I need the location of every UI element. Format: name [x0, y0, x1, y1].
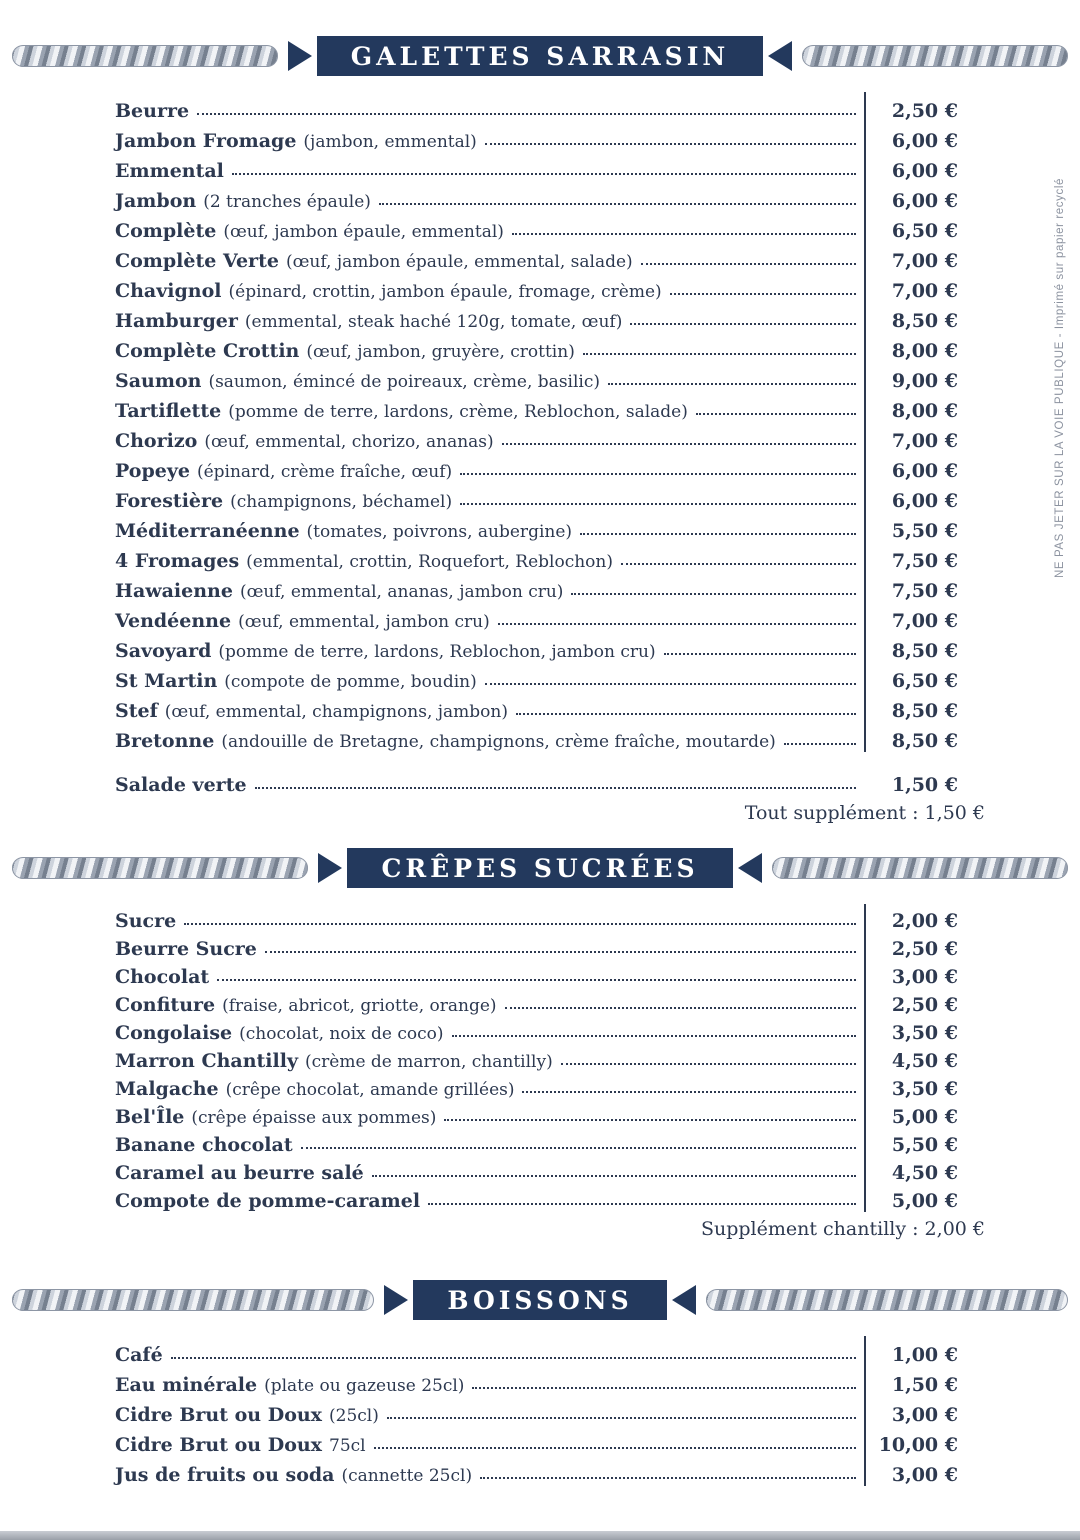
dotted-leader [255, 787, 856, 789]
dotted-leader [522, 1091, 856, 1093]
item-price: 3,00 € [891, 1404, 958, 1426]
item-name: Marron Chantilly [115, 1050, 298, 1072]
item-price: 4,50 € [891, 1162, 958, 1184]
item-price: 3,50 € [891, 1078, 958, 1100]
price-cell [864, 632, 958, 662]
item-price: 1,50 € [891, 774, 958, 796]
section-footnote: Tout supplément : 1,50 € [744, 802, 985, 824]
item-name: Méditerranéenne [115, 520, 300, 542]
item-name: Vendéenne [115, 610, 232, 632]
item-price: 8,00 € [891, 340, 958, 362]
price-cell [864, 602, 958, 632]
menu-item-row [115, 212, 958, 242]
dotted-leader [505, 1007, 856, 1009]
item-desc: (2 tranches épaule) [203, 192, 371, 212]
menu-item-row [115, 1396, 958, 1426]
item-price: 5,00 € [891, 1106, 958, 1128]
rope-right-decoration [706, 1289, 1068, 1311]
item-price: 8,50 € [891, 640, 958, 662]
menu-item-row [115, 662, 958, 692]
item-name: Jambon Fromage [115, 130, 297, 152]
item-desc: (œuf, emmental, jambon cru) [238, 612, 490, 632]
dotted-leader [184, 923, 856, 925]
item-desc: (pomme de terre, lardons, Reblochon, jambon cru) [218, 642, 656, 662]
item-price: 8,50 € [891, 700, 958, 722]
menu-item-row [115, 302, 958, 332]
dotted-leader [784, 743, 856, 745]
rope-left-decoration [12, 45, 278, 67]
item-name: Tartiflette [115, 400, 222, 422]
section-title: GALETTES SARRASIN [350, 41, 730, 71]
price-cell [864, 362, 958, 392]
menu-item-row [115, 482, 958, 512]
price-cell [864, 422, 958, 452]
price-cell [864, 152, 958, 182]
item-name: Cidre Brut ou Doux [115, 1404, 323, 1426]
price-cell [864, 302, 958, 332]
item-name: Cidre Brut ou Doux [115, 1434, 323, 1456]
item-name: Saumon [115, 370, 202, 392]
item-name: Complète Crottin [115, 340, 300, 362]
menu-item-row [115, 932, 958, 960]
dotted-leader [428, 1203, 856, 1205]
price-cell [864, 766, 958, 796]
price-cell [864, 392, 958, 422]
dotted-leader [580, 533, 856, 535]
price-cell [864, 1396, 958, 1426]
price-cell [864, 572, 958, 602]
item-price: 6,50 € [891, 220, 958, 242]
item-price: 4,50 € [891, 1050, 958, 1072]
price-cell [864, 1128, 958, 1156]
item-desc: (épinard, crème fraîche, œuf) [196, 462, 453, 482]
dotted-leader [512, 233, 856, 235]
price-cell [864, 242, 958, 272]
menu-item-row [115, 512, 958, 542]
menu-item-row [115, 122, 958, 152]
price-cell [864, 988, 958, 1016]
item-price: 6,00 € [891, 490, 958, 512]
item-desc: (œuf, jambon épaule, emmental) [223, 222, 504, 242]
item-name: Banane chocolat [115, 1134, 293, 1156]
item-price: 8,00 € [891, 400, 958, 422]
item-name: Congolaise [115, 1022, 233, 1044]
dotted-leader [452, 1035, 856, 1037]
item-name: Forestière [115, 490, 224, 512]
menu-item-row [115, 452, 958, 482]
item-price: 6,50 € [891, 670, 958, 692]
item-price: 2,50 € [891, 938, 958, 960]
item-name: Eau minérale [115, 1374, 258, 1396]
item-name: Confiture [115, 994, 216, 1016]
item-desc: 75cl [329, 1436, 366, 1456]
banner-arrow-right-icon [738, 853, 762, 883]
item-price: 9,00 € [891, 370, 958, 392]
item-desc: (chocolat, noix de coco) [239, 1024, 444, 1044]
item-name: St Martin [115, 670, 218, 692]
item-name: Chocolat [115, 966, 210, 988]
dotted-leader [516, 713, 856, 715]
banner-arrow-right-icon [672, 1285, 696, 1315]
item-price: 3,50 € [891, 1022, 958, 1044]
item-name: Complète [115, 220, 217, 242]
side-note: NE PAS JETER SUR LA VOIE PUBLIQUE - Imprimé sur papier recyclé [1054, 178, 1066, 578]
menu-item-row [115, 92, 958, 122]
item-price: 5,50 € [891, 520, 958, 542]
item-name: Popeye [115, 460, 190, 482]
item-price: 7,00 € [891, 610, 958, 632]
price-cell [864, 1426, 958, 1456]
item-name: 4 Fromages [115, 550, 240, 572]
dotted-leader [561, 1063, 856, 1065]
menu-item-row [115, 362, 958, 392]
menu-item-row [115, 960, 958, 988]
item-name: Chorizo [115, 430, 198, 452]
item-desc: (œuf, emmental, ananas, jambon cru) [239, 582, 564, 602]
item-name: Bel'Île [115, 1106, 185, 1128]
item-desc: (fraise, abricot, griotte, orange) [222, 996, 497, 1016]
dotted-leader [265, 951, 856, 953]
price-cell [864, 92, 958, 122]
price-cell [864, 332, 958, 362]
item-price: 10,00 € [878, 1434, 958, 1456]
dotted-leader [664, 653, 856, 655]
banner-ribbon [413, 1280, 666, 1320]
dotted-leader [301, 1147, 856, 1149]
item-name: Jus de fruits ou soda [115, 1464, 335, 1486]
price-cell [864, 904, 958, 932]
item-desc: (épinard, crottin, jambon épaule, fromage, crème) [228, 282, 662, 302]
item-name: Sucre [115, 910, 177, 932]
menu-item-row [115, 1016, 958, 1044]
dotted-leader [472, 1387, 856, 1389]
section-title: CRÊPES SUCRÉES [381, 853, 699, 883]
banner-arrow-left-icon [318, 853, 342, 883]
item-desc: (compote de pomme, boudin) [224, 672, 477, 692]
price-cell [864, 1072, 958, 1100]
item-name: Beurre Sucre [115, 938, 257, 960]
price-cell [864, 212, 958, 242]
price-cell [864, 1016, 958, 1044]
item-name: Hawaienne [115, 580, 233, 602]
item-name: Bretonne [115, 730, 215, 752]
dotted-leader [696, 413, 856, 415]
item-price: 1,00 € [891, 1344, 958, 1366]
price-cell [864, 662, 958, 692]
menu-item-row [115, 1336, 958, 1366]
item-name: Beurre [115, 100, 190, 122]
item-desc: (andouille de Bretagne, champignons, crème fraîche, moutarde) [221, 732, 776, 752]
item-price: 8,50 € [891, 730, 958, 752]
menu-section [0, 36, 1080, 824]
dotted-leader [379, 203, 856, 205]
item-desc: (œuf, emmental, chorizo, ananas) [204, 432, 494, 452]
item-price: 2,50 € [891, 100, 958, 122]
rope-right-decoration [802, 45, 1068, 67]
dotted-leader [460, 473, 856, 475]
menu-item-row [115, 1426, 958, 1456]
dotted-leader [374, 1447, 856, 1449]
menu-item-row [115, 332, 958, 362]
dotted-leader [608, 383, 856, 385]
item-desc: (crêpe épaisse aux pommes) [191, 1108, 437, 1128]
item-name: Hamburger [115, 310, 238, 332]
item-name: Compote de pomme-caramel [115, 1190, 421, 1212]
menu-item-row [115, 1456, 958, 1486]
menu-item-row [115, 766, 958, 796]
item-price: 1,50 € [891, 1374, 958, 1396]
price-cell [864, 542, 958, 572]
menu-item-row [115, 542, 958, 572]
banner-arrow-left-icon [288, 41, 312, 71]
item-desc: (emmental, steak haché 120g, tomate, œuf) [244, 312, 623, 332]
item-price: 2,50 € [891, 994, 958, 1016]
item-price: 7,50 € [891, 550, 958, 572]
menu-item-row [115, 1366, 958, 1396]
price-cell [864, 122, 958, 152]
dotted-leader [197, 113, 856, 115]
dotted-leader [630, 323, 856, 325]
menu-item-row [115, 392, 958, 422]
section-footnote: Supplément chantilly : 2,00 € [700, 1218, 985, 1240]
item-price: 7,00 € [891, 430, 958, 452]
item-desc: (champignons, béchamel) [230, 492, 453, 512]
menu-item-row [115, 1044, 958, 1072]
item-name: Malgache [115, 1078, 219, 1100]
item-name: Caramel au beurre salé [115, 1162, 364, 1184]
item-desc: (emmental, crottin, Roquefort, Reblochon) [246, 552, 613, 572]
item-name: Jambon [115, 190, 197, 212]
price-cell [864, 1184, 958, 1212]
menu-item-row [115, 904, 958, 932]
item-list [115, 904, 958, 1212]
item-desc: (crêpe chocolat, amande grillées) [225, 1080, 515, 1100]
item-price: 3,00 € [891, 1464, 958, 1486]
item-list [115, 1336, 958, 1486]
menu-item-row [115, 988, 958, 1016]
menu-item-row [115, 422, 958, 452]
item-name: Savoyard [115, 640, 212, 662]
item-price: 6,00 € [891, 190, 958, 212]
item-price: 7,00 € [891, 280, 958, 302]
item-price: 3,00 € [891, 966, 958, 988]
menu-item-row [115, 722, 958, 752]
dotted-leader [485, 143, 856, 145]
menu-item-row [115, 242, 958, 272]
menu-item-row [115, 602, 958, 632]
banner-arrow-right-icon [768, 41, 792, 71]
section-banner [12, 36, 1068, 76]
price-cell [864, 1366, 958, 1396]
menu-item-row [115, 182, 958, 212]
item-price: 6,00 € [891, 130, 958, 152]
dotted-leader [583, 353, 856, 355]
menu-section [0, 848, 1080, 1240]
dotted-leader [502, 443, 856, 445]
menu-item-row [115, 1184, 958, 1212]
item-desc: (tomates, poivrons, aubergine) [306, 522, 573, 542]
dotted-leader [217, 979, 856, 981]
scan-edge-artifact [0, 1531, 1080, 1540]
price-cell [864, 1100, 958, 1128]
price-cell [864, 1336, 958, 1366]
dotted-leader [571, 593, 856, 595]
menu-section [0, 1280, 1080, 1486]
item-price: 5,50 € [891, 1134, 958, 1156]
menu-item-row [115, 1100, 958, 1128]
dotted-leader [480, 1477, 856, 1479]
banner-arrow-left-icon [384, 1285, 408, 1315]
rope-left-decoration [12, 1289, 374, 1311]
price-cell [864, 512, 958, 542]
dotted-leader [670, 293, 856, 295]
dotted-leader [444, 1119, 856, 1121]
price-cell [864, 722, 958, 752]
price-cell [864, 272, 958, 302]
banner-ribbon [317, 36, 764, 76]
section-banner [12, 1280, 1068, 1320]
item-desc: (œuf, jambon épaule, emmental, salade) [285, 252, 633, 272]
dotted-leader [387, 1417, 856, 1419]
item-price: 6,00 € [891, 460, 958, 482]
item-desc: (plate ou gazeuse 25cl) [264, 1376, 465, 1396]
item-desc: (œuf, jambon, gruyère, crottin) [306, 342, 575, 362]
section-title: BOISSONS [447, 1285, 633, 1315]
item-name: Stef [115, 700, 158, 722]
price-cell [864, 182, 958, 212]
item-name: Chavignol [115, 280, 222, 302]
price-cell [864, 692, 958, 722]
item-desc: (cannette 25cl) [341, 1466, 473, 1486]
dotted-leader [171, 1357, 856, 1359]
rope-left-decoration [12, 857, 308, 879]
menu-item-row [115, 572, 958, 602]
menu-item-row [115, 152, 958, 182]
price-cell [864, 932, 958, 960]
dotted-leader [485, 683, 856, 685]
price-cell [864, 452, 958, 482]
item-desc: (œuf, emmental, champignons, jambon) [164, 702, 508, 722]
price-cell [864, 1456, 958, 1486]
rope-right-decoration [772, 857, 1068, 879]
price-cell [864, 482, 958, 512]
section-banner [12, 848, 1068, 888]
dotted-leader [460, 503, 856, 505]
item-name: Salade verte [115, 774, 247, 796]
price-cell [864, 1156, 958, 1184]
menu-item-row [115, 1072, 958, 1100]
menu-item-row [115, 1128, 958, 1156]
item-price: 7,00 € [891, 250, 958, 272]
menu-item-row [115, 632, 958, 662]
dotted-leader [621, 563, 856, 565]
menu-item-row [115, 1156, 958, 1184]
item-list [115, 92, 958, 796]
banner-ribbon [347, 848, 732, 888]
menu-sections [0, 36, 1080, 1486]
item-desc: (jambon, emmental) [303, 132, 477, 152]
item-name: Emmental [115, 160, 224, 182]
menu-item-row [115, 692, 958, 722]
item-desc: (pomme de terre, lardons, crème, Reblochon, salade) [228, 402, 688, 422]
item-price: 5,00 € [891, 1190, 958, 1212]
item-price: 2,00 € [891, 910, 958, 932]
dotted-leader [498, 623, 856, 625]
item-price: 6,00 € [891, 160, 958, 182]
item-name: Complète Verte [115, 250, 279, 272]
item-price: 8,50 € [891, 310, 958, 332]
item-desc: (25cl) [329, 1406, 379, 1426]
item-desc: (crème de marron, chantilly) [305, 1052, 553, 1072]
item-price: 7,50 € [891, 580, 958, 602]
dotted-leader [372, 1175, 856, 1177]
item-name: Café [115, 1344, 163, 1366]
price-cell [864, 1044, 958, 1072]
dotted-leader [641, 263, 856, 265]
menu-item-row [115, 272, 958, 302]
dotted-leader [232, 173, 856, 175]
price-cell [864, 960, 958, 988]
item-desc: (saumon, émincé de poireaux, crème, basilic) [208, 372, 601, 392]
